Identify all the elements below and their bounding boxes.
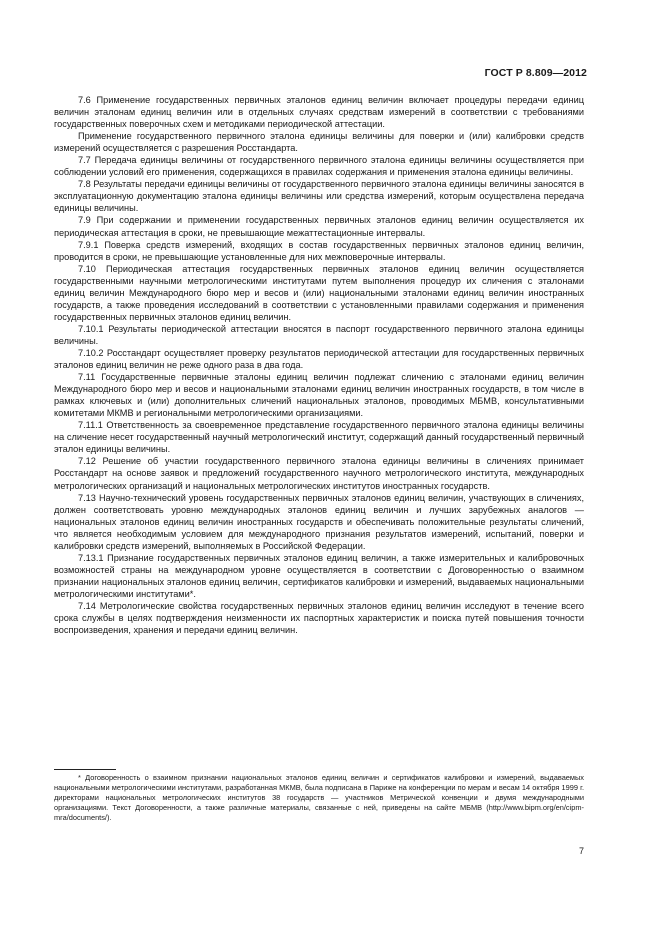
footnote-text: * Договоренность о взаимном признании национальных эталонов единиц величин и сертификатов калибровки и измерений, выдаваемых национальными метрологическими институтами, разработанная МКМВ, была подписана в Париже на конференции по мерам и весам 14 октября 1999 г. директорами национальных метрологических институтов 38 государств — участников Метрической конвенции и двумя международными организациями. Текст Договоренности, а также различные материалы, связанные с ней, приведены на сайте МБМВ (http://www.bipm.org/en/cipm-mra/documents/). xyxy=(54,773,584,822)
paragraph-7-6: 7.6 Применение государственных первичных эталонов единиц величин включает процедуры передачи единиц величин эталонам единиц величин или в отдельных случаях средствам измерений в соответствии с требованиями государственных поверочных схем и методиками периодической аттестации. xyxy=(54,95,584,130)
paragraph-7-13: 7.13 Научно-технический уровень государственных первичных эталонов единиц величин, участвующих в сличениях, должен соответствовать уровню международных эталонов единиц величин и лучших зарубежных аналогов — национальных эталонов единиц величин иностранных государств и обеспечивать положительные результаты сличений, что является необходимым условием для международного признания результатов измерений, испытаний, поверки и калибровки средств измерений, выполняемых в Российской Федерации. xyxy=(54,492,584,551)
footnote xyxy=(54,773,584,823)
paragraph-7-10: 7.10 Периодическая аттестация государственных первичных эталонов единиц величин осуществляется государственными научными метрологическими институтами путем выполнения процедур их сличения с эталонами единиц величин Международного бюро мер и весов и (или) национальными эталонами единиц величин иностранных государств, а также проведения исследований в соответствии с установленными правилами содержания и применения государственных первичных эталонов единиц величин. xyxy=(54,263,584,322)
paragraph-7-14: 7.14 Метрологические свойства государственных первичных эталонов единиц величин исследуют в течение всего срока службы в целях подтверждения неизменности их паспортных характеристик и поиска путей повышения точности воспроизведения, хранения и передачи единиц величин. xyxy=(54,600,584,636)
paragraph-7-9-1: 7.9.1 Поверка средств измерений, входящих в состав государственных первичных эталонов единиц величин, проводится в сроки, не превышающие установленные для них межповерочные интервалы. xyxy=(54,239,584,262)
paragraph-7-11: 7.11 Государственные первичные эталоны единиц величин подлежат сличению с эталонами единиц величин Международного бюро мер и весов и национальными эталонами единиц величин иностранных государств, в том числе в рамках ключевых и (или) дополнительных сличений национальных эталонов, проводимых МБМВ, консультативными комитетами МКМВ и региональными метрологическими организациями. xyxy=(54,372,584,419)
paragraph-7-9: 7.9 При содержании и применении государственных первичных эталонов единиц величин осуществляется их периодическая аттестация в сроки, не превышающие межаттестационные интервалы. xyxy=(54,215,584,238)
footnote-divider xyxy=(54,769,116,770)
paragraph-7-12: 7.12 Решение об участии государственного первичного эталона единицы величины в сличениях принимает Росстандарт на основе заявок и предложений государственного научного метрологического института, международных метрологических организаций и национальных метрологических институтов иностранных государств. xyxy=(54,456,584,491)
paragraph-7-13-1: 7.13.1 Признание государственных первичных эталонов единиц величин, а также измерительных и калибровочных возможностей страны на международном уровне осуществляется в соответствии с Договоренностью о взаимном признании национальных эталонов единиц величин, сертификатов калибровки и измерений, выдаваемых национальными метрологическими институтами*. xyxy=(54,552,584,599)
paragraph-7-8: 7.8 Результаты передачи единицы величины от государственного первичного эталона единицы величины заносятся в эксплуатационную документацию эталона единицы величины или средства измерений, которым осуществлена передача единицы величины. xyxy=(54,179,584,214)
page-number: 7 xyxy=(578,846,584,856)
paragraph-7-10-1: 7.10.1 Результаты периодической аттестации вносятся в паспорт государственного первичного эталона единицы величины. xyxy=(54,323,584,346)
document-header: ГОСТ Р 8.809—2012 xyxy=(484,67,587,79)
paragraph-7-7: 7.7 Передача единицы величины от государственного первичного эталона единицы величины осуществляется при соблюдении условий его применения, содержащихся в правилах содержания и применения эталона единицы величины. xyxy=(54,155,584,178)
paragraph-7-6-cont: Применение государственного первичного эталона единицы величины для поверки и (или) калибровки средств измерений осуществляется с разрешения Росстандарта. xyxy=(54,131,584,154)
paragraph-7-10-2: 7.10.2 Росстандарт осуществляет проверку результатов периодической аттестации для государственных первичных эталонов единиц величин не реже одного раза в два года. xyxy=(54,347,584,371)
body-text xyxy=(54,94,584,636)
paragraph-7-11-1: 7.11.1 Ответственность за своевременное представление государственного первичного эталона единицы величины на сличение несет государственный научный метрологический институт, содержащий данный государственный первичный эталон единицы величины. xyxy=(54,420,584,455)
